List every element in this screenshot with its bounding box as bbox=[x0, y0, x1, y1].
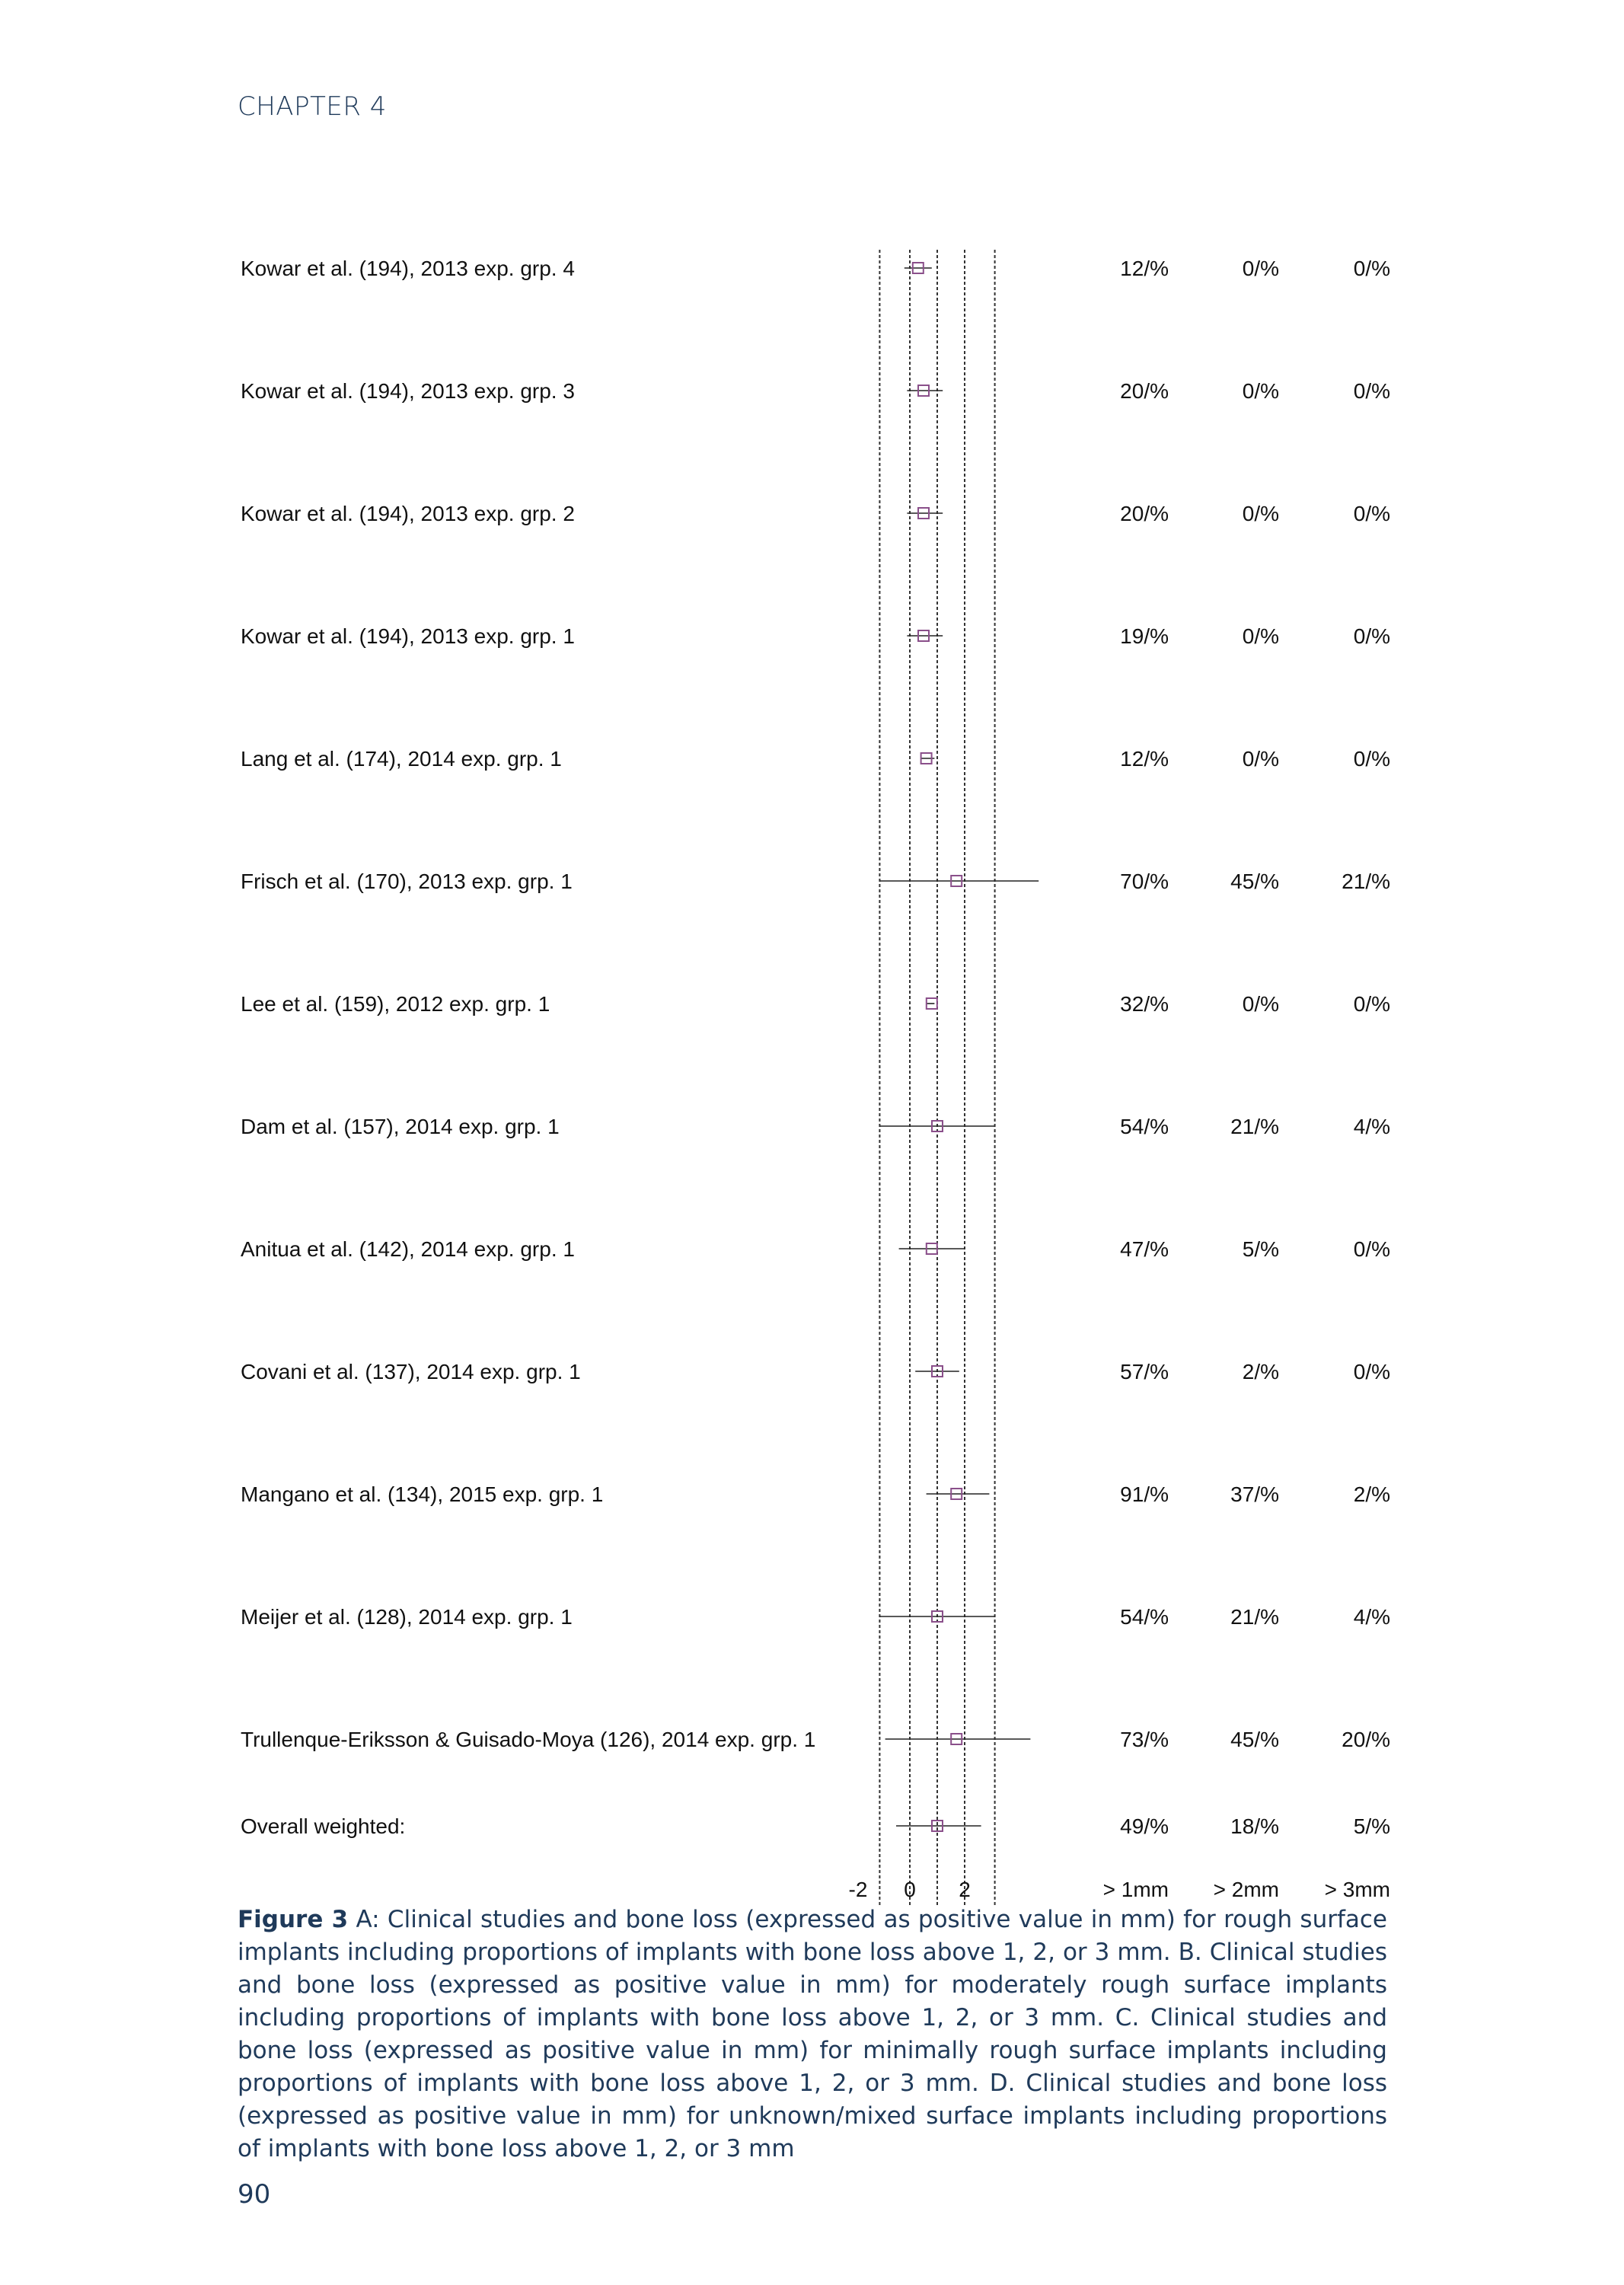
study-11-label: Meijer et al. (128), 2014 exp. grp. 1 bbox=[241, 1605, 573, 1629]
study-2-gt3: 0/% bbox=[1353, 502, 1390, 525]
study-7-gt3: 4/% bbox=[1353, 1115, 1390, 1138]
study-1-label: Kowar et al. (194), 2013 exp. grp. 3 bbox=[241, 379, 575, 403]
figure-label: Figure 3 bbox=[238, 1906, 349, 1933]
study-0-gt3: 0/% bbox=[1353, 257, 1390, 280]
study-11-gt2: 21/% bbox=[1230, 1605, 1279, 1629]
study-12-gt3: 20/% bbox=[1342, 1728, 1390, 1751]
study-4-label: Lang et al. (174), 2014 exp. grp. 1 bbox=[241, 747, 562, 771]
study-3-gt1: 19/% bbox=[1120, 624, 1169, 648]
study-6-gt2: 0/% bbox=[1242, 992, 1279, 1016]
study-0-gt1: 12/% bbox=[1120, 257, 1169, 280]
study-12-label: Trullenque-Eriksson & Guisado-Moya (126), 2014 exp. grp. 1 bbox=[241, 1728, 816, 1751]
study-8-label: Anitua et al. (142), 2014 exp. grp. 1 bbox=[241, 1237, 575, 1261]
study-9-label: Covani et al. (137), 2014 exp. grp. 1 bbox=[241, 1360, 581, 1383]
study-8-gt1: 47/% bbox=[1120, 1237, 1169, 1261]
study-9-gt1: 57/% bbox=[1120, 1360, 1169, 1383]
study-12-gt1: 73/% bbox=[1120, 1728, 1169, 1751]
study-8-gt3: 0/% bbox=[1353, 1237, 1390, 1261]
study-4-gt3: 0/% bbox=[1353, 747, 1390, 771]
study-4-gt1: 12/% bbox=[1120, 747, 1169, 771]
study-11-gt3: 4/% bbox=[1353, 1605, 1390, 1629]
study-10-label: Mangano et al. (134), 2015 exp. grp. 1 bbox=[241, 1482, 604, 1506]
study-6-gt1: 32/% bbox=[1120, 992, 1169, 1016]
study-7-label: Dam et al. (157), 2014 exp. grp. 1 bbox=[241, 1115, 560, 1138]
x-tick-2: 2 bbox=[959, 1878, 971, 1901]
study-1-gt2: 0/% bbox=[1242, 379, 1279, 403]
study-12-gt2: 45/% bbox=[1230, 1728, 1279, 1751]
study-10-gt2: 37/% bbox=[1230, 1482, 1279, 1506]
study-0-label: Kowar et al. (194), 2013 exp. grp. 4 bbox=[241, 257, 575, 280]
study-5-gt1: 70/% bbox=[1120, 870, 1169, 893]
study-5-label: Frisch et al. (170), 2013 exp. grp. 1 bbox=[241, 870, 573, 893]
study-3-gt2: 0/% bbox=[1242, 624, 1279, 648]
study-7-gt1: 54/% bbox=[1120, 1115, 1169, 1138]
study-1-gt1: 20/% bbox=[1120, 379, 1169, 403]
x-tick-1: 0 bbox=[904, 1878, 916, 1901]
study-7-gt2: 21/% bbox=[1230, 1115, 1279, 1138]
page-number: 90 bbox=[238, 2179, 271, 2210]
study-5-gt2: 45/% bbox=[1230, 870, 1279, 893]
study-2-gt2: 0/% bbox=[1242, 502, 1279, 525]
caption-text: A: Clinical studies and bone loss (expressed as positive value in mm) for rough surface implants including proportions of implants with bone loss above 1, 2, or 3 mm. B. Clinical studies and bone loss (expressed as positive value in mm) for moderately rough surface implants including proportions of implants with bone loss above 1, 2, or 3 mm. C. Clinical studies and bone loss (expressed as positive value in mm) for minimally rough surface implants including proportions of implants with bone loss above 1, 2, or 3 mm. D. Clinical studies and bone loss (expressed as positive value in mm) for unknown/mixed surface implants including proportions of implants with bone loss above 1, 2, or 3 mm bbox=[238, 1906, 1387, 2162]
figure-caption bbox=[238, 1904, 1387, 2165]
study-3-gt3: 0/% bbox=[1353, 624, 1390, 648]
column-header-gt2: > 2mm bbox=[1213, 1878, 1279, 1901]
study-8-gt2: 5/% bbox=[1242, 1237, 1279, 1261]
study-0-gt2: 0/% bbox=[1242, 257, 1279, 280]
study-2-gt1: 20/% bbox=[1120, 502, 1169, 525]
study-5-gt3: 21/% bbox=[1342, 870, 1390, 893]
chapter-header: CHAPTER 4 bbox=[238, 91, 387, 122]
overall-gt3: 5/% bbox=[1353, 1814, 1390, 1838]
overall-gt2: 18/% bbox=[1230, 1814, 1279, 1838]
study-2-label: Kowar et al. (194), 2013 exp. grp. 2 bbox=[241, 502, 575, 525]
study-9-gt3: 0/% bbox=[1353, 1360, 1390, 1383]
study-11-gt1: 54/% bbox=[1120, 1605, 1169, 1629]
study-10-gt3: 2/% bbox=[1353, 1482, 1390, 1506]
study-4-gt2: 0/% bbox=[1242, 747, 1279, 771]
study-6-label: Lee et al. (159), 2012 exp. grp. 1 bbox=[241, 992, 550, 1016]
study-6-gt3: 0/% bbox=[1353, 992, 1390, 1016]
column-header-gt1: > 1mm bbox=[1102, 1878, 1169, 1901]
overall-label: Overall weighted: bbox=[241, 1814, 406, 1838]
column-header-gt3: > 3mm bbox=[1324, 1878, 1390, 1901]
x-tick-0: -2 bbox=[848, 1878, 868, 1901]
study-3-label: Kowar et al. (194), 2013 exp. grp. 1 bbox=[241, 624, 575, 648]
study-1-gt3: 0/% bbox=[1353, 379, 1390, 403]
study-9-gt2: 2/% bbox=[1242, 1360, 1279, 1383]
study-10-gt1: 91/% bbox=[1120, 1482, 1169, 1506]
overall-gt1: 49/% bbox=[1120, 1814, 1169, 1838]
